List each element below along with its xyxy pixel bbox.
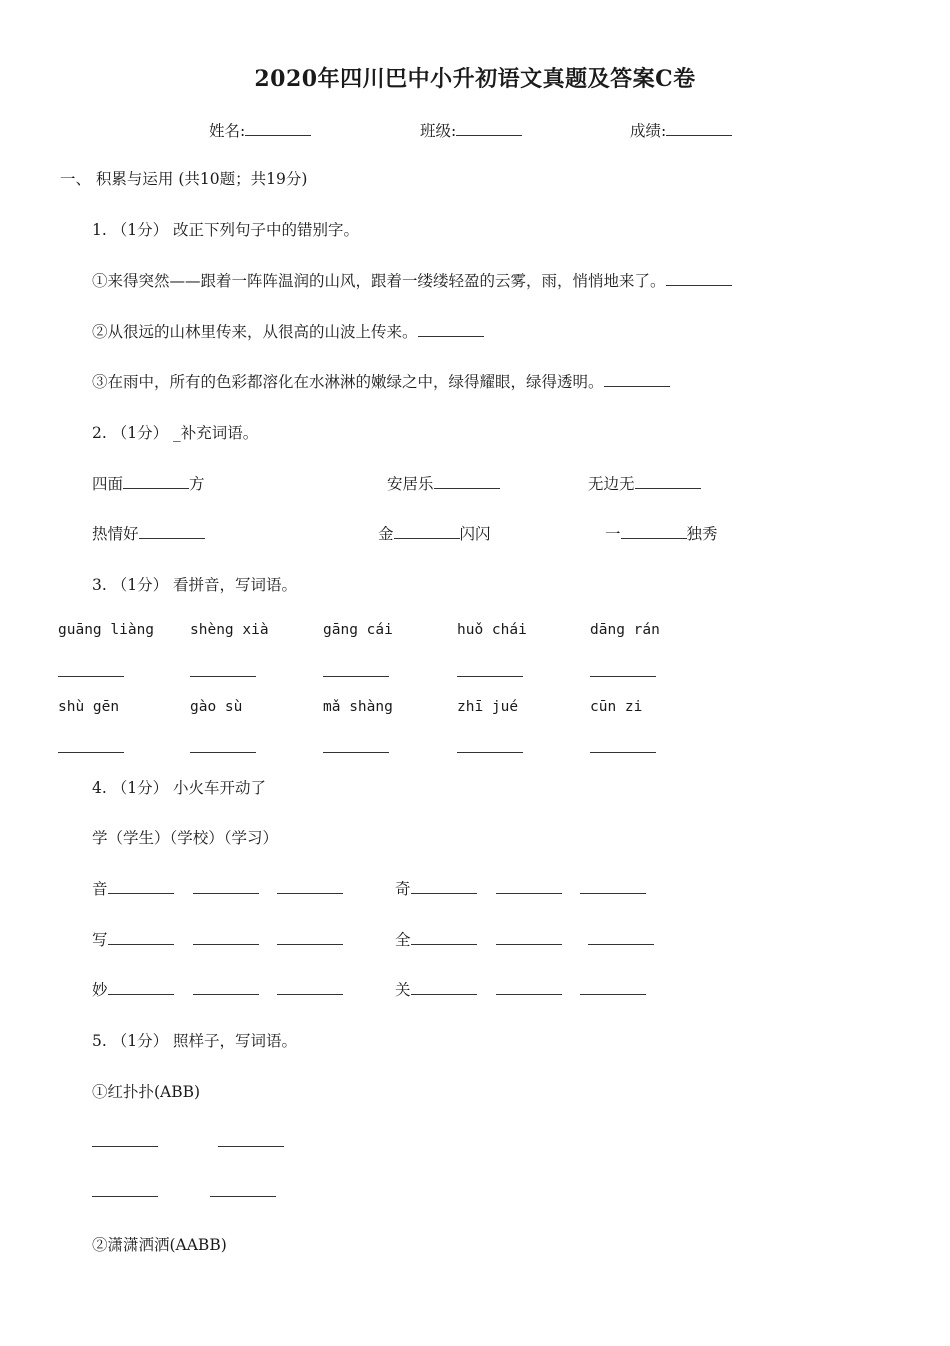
answer-blank[interactable]: [193, 994, 259, 995]
base-char: 音: [92, 880, 108, 898]
answer-blank[interactable]: [277, 944, 343, 945]
answer-blank[interactable]: [418, 322, 484, 337]
idiom-item: [387, 472, 500, 494]
word-group-row: [92, 877, 174, 899]
answer-blank[interactable]: [411, 930, 477, 945]
idiom-suffix: 闪闪: [459, 525, 491, 543]
q1-item-text: ①来得突然——跟着一阵阵温润的山风，跟着一缕缕轻盈的云雾，雨，悄悄地来了。: [92, 272, 666, 290]
idiom-item: [605, 522, 718, 544]
score-blank[interactable]: [666, 121, 732, 136]
answer-blank[interactable]: [394, 524, 460, 539]
base-char: 奇: [395, 880, 411, 898]
pinyin: shèng xià: [190, 622, 269, 638]
idiom-suffix: 独秀: [686, 525, 718, 543]
answer-blank[interactable]: [190, 752, 256, 753]
answer-blank[interactable]: [590, 676, 656, 677]
answer-blank[interactable]: [411, 980, 477, 995]
base-char: 关: [395, 981, 411, 999]
q1-item-text: ③在雨中，所有的色彩都溶化在水淋淋的嫩绿之中，绿得耀眼，绿得透明。: [92, 373, 604, 391]
answer-blank[interactable]: [323, 752, 389, 753]
answer-blank[interactable]: [193, 944, 259, 945]
answer-blank[interactable]: [496, 944, 562, 945]
answer-blank[interactable]: [58, 752, 124, 753]
question-2-stem: 2. （1分） _补充词语。: [92, 424, 259, 442]
pinyin: shù gēn: [58, 699, 120, 715]
answer-blank[interactable]: [193, 893, 259, 894]
name-blank[interactable]: [245, 121, 311, 136]
idiom-prefix: 无边无: [588, 475, 635, 493]
answer-blank[interactable]: [277, 893, 343, 894]
word-group-row: [395, 877, 477, 899]
question-4-stem: 4. （1分） 小火车开动了: [92, 779, 267, 797]
question-1-item: [92, 320, 484, 342]
answer-blank[interactable]: [92, 1146, 158, 1147]
answer-blank[interactable]: [139, 524, 205, 539]
answer-blank[interactable]: [108, 879, 174, 894]
answer-blank[interactable]: [411, 879, 477, 894]
answer-blank[interactable]: [604, 372, 670, 387]
answer-blank[interactable]: [218, 1146, 284, 1147]
answer-blank[interactable]: [92, 1196, 158, 1197]
question-1-item: [92, 370, 670, 392]
pinyin: huǒ chái: [457, 622, 527, 638]
word-group-row: [395, 928, 477, 950]
idiom-item: [92, 522, 205, 544]
answer-blank[interactable]: [635, 474, 701, 489]
answer-blank[interactable]: [190, 676, 256, 677]
idiom-item: [92, 472, 205, 494]
pinyin: mǎ shàng: [323, 699, 393, 715]
pinyin: gào sù: [190, 699, 243, 715]
pinyin: guāng liàng: [58, 622, 155, 638]
pinyin: gāng cái: [323, 622, 393, 638]
class-blank[interactable]: [456, 121, 522, 136]
word-group-row: [395, 978, 477, 1000]
name-field[interactable]: [209, 119, 311, 141]
answer-blank[interactable]: [588, 944, 654, 945]
answer-blank[interactable]: [123, 474, 189, 489]
idiom-prefix: 一: [605, 525, 621, 543]
answer-blank[interactable]: [108, 930, 174, 945]
base-char: 写: [92, 931, 108, 949]
idiom-prefix: 金: [378, 525, 394, 543]
idiom-prefix: 四面: [92, 475, 124, 493]
page-title: 2020年四川巴中小升初语文真题及答案C卷: [254, 66, 696, 92]
word-group-row: [92, 978, 174, 1000]
question-1-item: [92, 269, 732, 291]
idiom-suffix: 方: [189, 475, 205, 493]
pinyin: cūn zi: [590, 699, 643, 715]
question-4-example: 学（学生）（学校）（学习）: [92, 829, 279, 847]
answer-blank[interactable]: [621, 524, 687, 539]
class-field[interactable]: [420, 119, 522, 141]
answer-blank[interactable]: [496, 994, 562, 995]
class-label: 班级:: [420, 122, 457, 140]
answer-blank[interactable]: [457, 752, 523, 753]
q1-item-text: ②从很远的山林里传来，从很高的山波上传来。: [92, 323, 418, 341]
answer-blank[interactable]: [323, 676, 389, 677]
question-5-item: ②潇潇洒洒(AABB): [92, 1236, 227, 1254]
pinyin: zhī jué: [457, 699, 519, 715]
answer-blank[interactable]: [58, 676, 124, 677]
answer-blank[interactable]: [108, 980, 174, 995]
question-1-stem: 1. （1分） 改正下列句子中的错别字。: [92, 221, 360, 239]
answer-blank[interactable]: [496, 893, 562, 894]
idiom-item: [588, 472, 701, 494]
base-char: 全: [395, 931, 411, 949]
idiom-prefix: 安居乐: [387, 475, 434, 493]
answer-blank[interactable]: [590, 752, 656, 753]
question-3-stem: 3. （1分） 看拼音，写词语。: [92, 576, 298, 594]
word-group-row: [92, 928, 174, 950]
question-5-stem: 5. （1分） 照样子，写词语。: [92, 1032, 298, 1050]
answer-blank[interactable]: [457, 676, 523, 677]
answer-blank[interactable]: [580, 994, 646, 995]
score-label: 成绩:: [630, 122, 667, 140]
base-char: 妙: [92, 981, 108, 999]
idiom-item: [378, 522, 491, 544]
section-heading: 一、 积累与运用 (共10题；共19分): [60, 170, 308, 188]
question-5-item: ①红扑扑(ABB): [92, 1083, 201, 1101]
score-field[interactable]: [630, 119, 732, 141]
answer-blank[interactable]: [580, 893, 646, 894]
answer-blank[interactable]: [666, 271, 732, 286]
answer-blank[interactable]: [277, 994, 343, 995]
answer-blank[interactable]: [210, 1196, 276, 1197]
name-label: 姓名:: [209, 122, 246, 140]
idiom-prefix: 热情好: [92, 525, 139, 543]
pinyin: dāng rán: [590, 622, 660, 638]
answer-blank[interactable]: [434, 474, 500, 489]
